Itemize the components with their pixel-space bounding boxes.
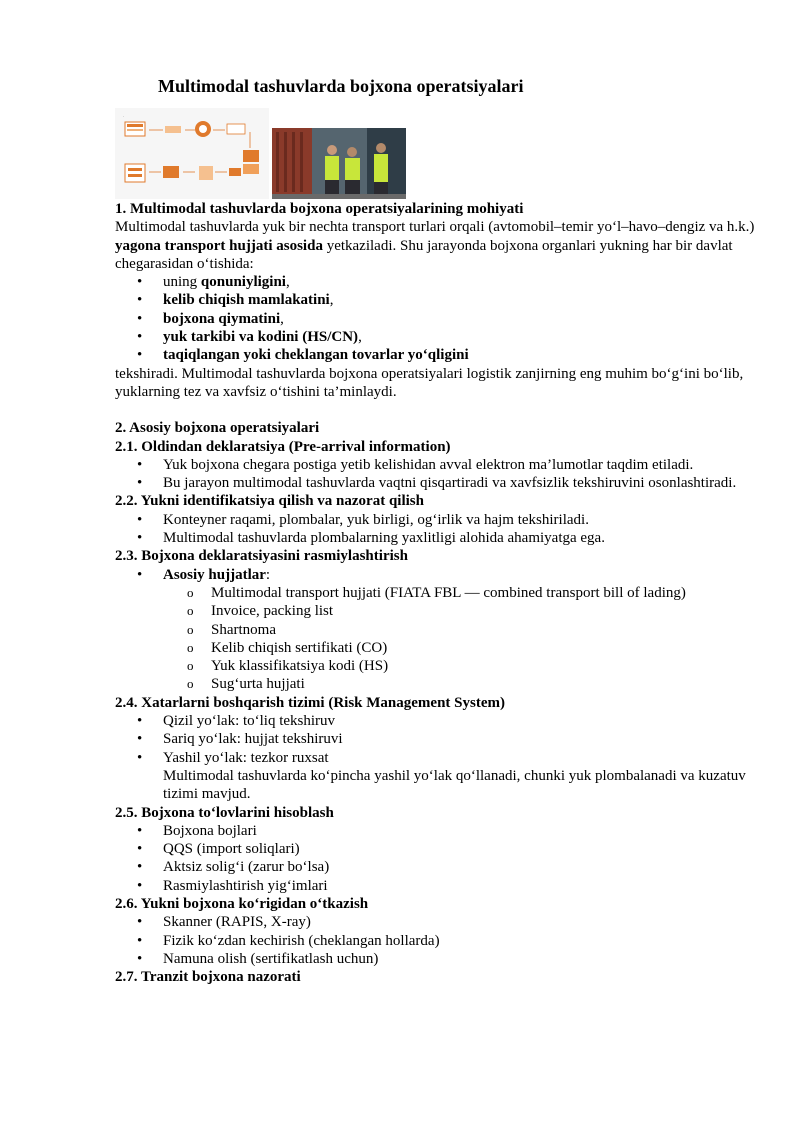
bullet-list xyxy=(115,913,755,968)
list-item: • Fizik ko‘zdan kechirish (cheklangan hollarda) xyxy=(115,932,755,950)
bullet-list xyxy=(115,822,755,895)
list-item: • Yuk bojxona chegara postiga yetib kelishidan avval elektron ma’lumotlar taqdim etiladi. xyxy=(115,456,755,474)
list-item: • Namuna olish (sertifikatlash uchun) xyxy=(115,950,755,968)
customs-officers-photo-image xyxy=(272,128,406,199)
list-item: • taqiqlangan yoki cheklangan tovarlar yo‘qligini xyxy=(115,346,755,364)
list-item: • Sariq yo‘lak: hujjat tekshiruvi xyxy=(115,730,755,748)
list-item: • Skanner (RAPIS, X-ray) xyxy=(115,913,755,931)
paragraph: tekshiradi. Multimodal tashuvlarda bojxona operatsiyalari logistik zanjirning eng muhim bo‘g‘ini bo‘lib, yuklarning tez va xavfsiz o‘tishini ta’minlaydi. xyxy=(115,365,744,400)
subsection-heading: 2.4. Xatarlarni boshqarish tizimi (Risk Management System) xyxy=(115,694,505,711)
section-heading: 1. Multimodal tashuvlarda bojxona operatsiyalarining mohiyati xyxy=(115,201,524,217)
list-item: • Yashil yo‘lak: tezkor ruxsat Multimodal tashuvlarda ko‘pincha yashil yo‘lak qo‘llanadi, chunki yuk plombalanadi va kuzatuv tizimi mavjud. xyxy=(115,749,755,804)
sub-list-item: o Yuk klassifikatsiya kodi (HS) xyxy=(115,657,755,675)
document-title: Multimodal tashuvlarda bojxona operatsiyalari xyxy=(158,76,524,96)
paragraph-text: Multimodal tashuvlarda yuk bir nechta transport turlari orqali (avtomobil–temir yo‘l–havo–dengiz va h.k.) xyxy=(115,219,755,236)
subsection-heading: 2.5. Bojxona to‘lovlarini hisoblash xyxy=(115,804,334,821)
document-body xyxy=(115,200,755,986)
sub-list-item: o Invoice, packing list xyxy=(115,602,755,620)
subsection-heading: 2.3. Bojxona deklaratsiyasini rasmiylashtirish xyxy=(115,548,408,565)
customs-process-diagram-image xyxy=(115,108,269,199)
list-item: • Qizil yo‘lak: to‘liq tekshiruv xyxy=(115,712,755,730)
sub-list-item: o Shartnoma xyxy=(115,621,755,639)
sub-list-item: o Multimodal transport hujjati (FIATA FBL — combined transport bill of lading) xyxy=(115,584,755,602)
list-item: • Rasmiylashtirish yig‘imlari xyxy=(115,877,755,895)
list-item: • Multimodal tashuvlarda plombalarning yaxlitligi alohida ahamiyatga ega. xyxy=(115,529,755,547)
paragraph-bold-text: yagona transport hujjati asosida xyxy=(115,237,323,254)
paragraph-text: yetkaziladi. Shu jarayonda bojxona organlari yukning har bir davlat chegarasidan o‘tishida: xyxy=(115,237,733,272)
list-item: • yuk tarkibi va kodini (HS/CN), xyxy=(115,328,755,346)
bullet-list xyxy=(115,511,755,548)
svg-text:.: . xyxy=(123,114,125,118)
list-item: • bojxona qiymatini, xyxy=(115,310,755,328)
subsection-heading: 2.6. Yukni bojxona ko‘rigidan o‘tkazish xyxy=(115,895,369,912)
paragraph xyxy=(115,218,755,273)
list-item: • uning qonuniyligini, xyxy=(115,273,755,291)
section-heading: 2. Asosiy bojxona operatsiyalari xyxy=(115,420,320,437)
sub-list-item: o Kelib chiqish sertifikati (CO) xyxy=(115,639,755,657)
sub-list-item: o Sug‘urta hujjati xyxy=(115,675,755,693)
bullet-list xyxy=(115,273,755,364)
bullet-list xyxy=(115,712,755,803)
list-item: • kelib chiqish mamlakatini, xyxy=(115,291,755,309)
bullet-list xyxy=(115,566,755,584)
list-item-note: Multimodal tashuvlarda ko‘pincha yashil yo‘lak qo‘llanadi, chunki yuk plombalanadi va kuzatuv tizimi mavjud. xyxy=(163,767,746,803)
bullet-list xyxy=(115,456,755,493)
subsection-heading: 2.2. Yukni identifikatsiya qilish va nazorat qilish xyxy=(115,493,424,510)
list-item: • Aktsiz solig‘i (zarur bo‘lsa) xyxy=(115,858,755,876)
list-item: • Asosiy hujjatlar: xyxy=(115,566,755,584)
subsection-heading: 2.7. Tranzit bojxona nazorati xyxy=(115,969,301,986)
list-item: • Bu jarayon multimodal tashuvlarda vaqtni qisqartiradi va xavfsizlik tekshiruvini osonlashtiradi. xyxy=(115,474,755,492)
subsection-heading: 2.1. Oldindan deklaratsiya (Pre-arrival information) xyxy=(115,438,451,455)
list-item: • QQS (import soliqlari) xyxy=(115,840,755,858)
list-item: • Konteyner raqami, plombalar, yuk birligi, og‘irlik va hajm tekshiriladi. xyxy=(115,511,755,529)
list-item: • Bojxona bojlari xyxy=(115,822,755,840)
sub-list xyxy=(115,584,755,694)
